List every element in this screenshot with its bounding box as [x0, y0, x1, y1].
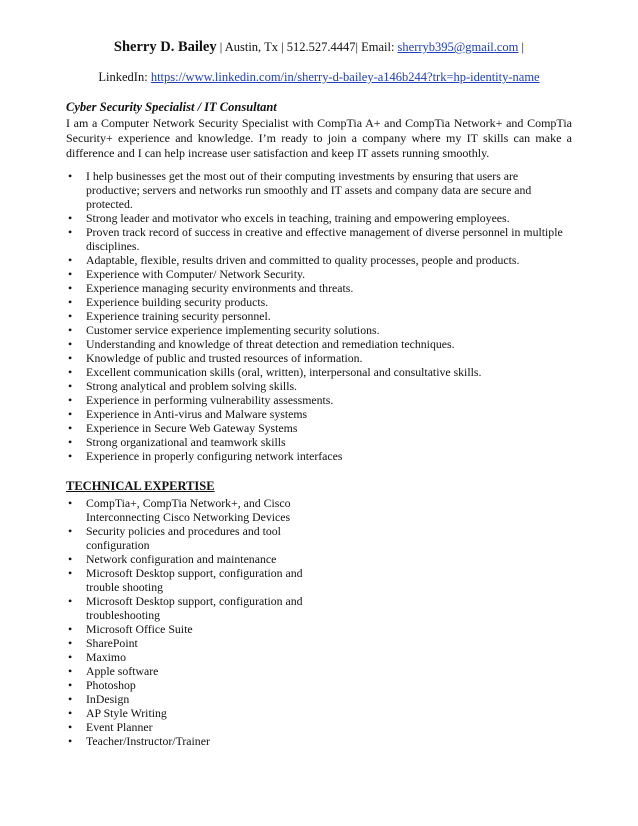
header-tail: | [518, 40, 525, 54]
list-item: • Understanding and knowledge of threat detection and remediation techniques. [66, 337, 572, 351]
role-title: Cyber Security Specialist / IT Consultant [66, 100, 277, 114]
linkedin-link[interactable]: https://www.linkedin.com/in/sherry-d-bailey-a146b244?trk=hp-identity-name [150, 70, 540, 84]
skill-item: • Event Planner [66, 720, 306, 734]
header-linkedin-line [66, 68, 572, 86]
linkedin-label: LinkedIn: [98, 70, 151, 84]
skill-item: • Apple software [66, 664, 306, 678]
header-contact-line [66, 38, 572, 56]
summary-paragraph: I am a Computer Network Security Specialist with CompTia A+ and CompTia Network+ and CompTia Security+ experience and knowledge. I’m ready to join a company where my IT skills can make a difference and I can help increase user satisfaction and keep IT assets running smoothly. [66, 116, 572, 160]
email-link[interactable]: sherryb395@gmail.com [397, 40, 519, 54]
skill-item: • Maximo [66, 650, 306, 664]
skill-item: • SharePoint [66, 636, 306, 650]
location: Austin, Tx [224, 40, 278, 54]
skill-item: • CompTia+, CompTia Network+, and Cisco Interconnecting Cisco Networking Devices [66, 496, 306, 524]
skill-item: • Microsoft Desktop support, configuration and troubleshooting [66, 594, 306, 622]
list-item: • Experience training security personnel. [66, 309, 572, 323]
qualifications-list [66, 169, 572, 463]
skill-item: • AP Style Writing [66, 706, 306, 720]
skill-item: • Teacher/Instructor/Trainer [66, 734, 306, 748]
email-label: | Email: [355, 40, 398, 54]
header-separator: | [277, 40, 287, 54]
list-item: • Experience in performing vulnerability assessments. [66, 393, 572, 407]
skill-item: • Microsoft Office Suite [66, 622, 306, 636]
skill-item: • Network configuration and maintenance [66, 552, 306, 566]
list-item: • Strong leader and motivator who excels in teaching, training and empowering employees. [66, 211, 572, 225]
list-item: • Knowledge of public and trusted resources of information. [66, 351, 572, 365]
list-item: • Strong analytical and problem solving skills. [66, 379, 572, 393]
list-item: • Experience in properly configuring network interfaces [66, 449, 572, 463]
skill-item: • InDesign [66, 692, 306, 706]
list-item: • Customer service experience implementing security solutions. [66, 323, 572, 337]
list-item: • I help businesses get the most out of their computing investments by ensuring that users are productive; servers and networks run smoothly and IT assets and company data are secure and protected. [66, 169, 572, 211]
list-item: • Experience in Secure Web Gateway Systems [66, 421, 572, 435]
technical-expertise-list [66, 496, 306, 748]
list-item: • Strong organizational and teamwork skills [66, 435, 572, 449]
list-item: • Experience with Computer/ Network Security. [66, 267, 572, 281]
skill-item: • Microsoft Desktop support, configuration and trouble shooting [66, 566, 306, 594]
list-item: • Experience managing security environments and threats. [66, 281, 572, 295]
skill-item: • Photoshop [66, 678, 306, 692]
skill-item: • Security policies and procedures and tool configuration [66, 524, 306, 552]
list-item: • Experience in Anti-virus and Malware systems [66, 407, 572, 421]
phone: 512.527.4447 [286, 40, 356, 54]
list-item: • Excellent communication skills (oral, written), interpersonal and consultative skills. [66, 365, 572, 379]
list-item: • Proven track record of success in creative and effective management of diverse personnel in multiple disciplines. [66, 225, 572, 253]
list-item: • Adaptable, flexible, results driven and committed to quality processes, people and products. [66, 253, 572, 267]
candidate-name: Sherry D. Bailey [113, 39, 217, 55]
technical-expertise-heading: TECHNICAL EXPERTISE [66, 479, 215, 493]
header-separator: | [216, 40, 225, 54]
list-item: • Experience building security products. [66, 295, 572, 309]
